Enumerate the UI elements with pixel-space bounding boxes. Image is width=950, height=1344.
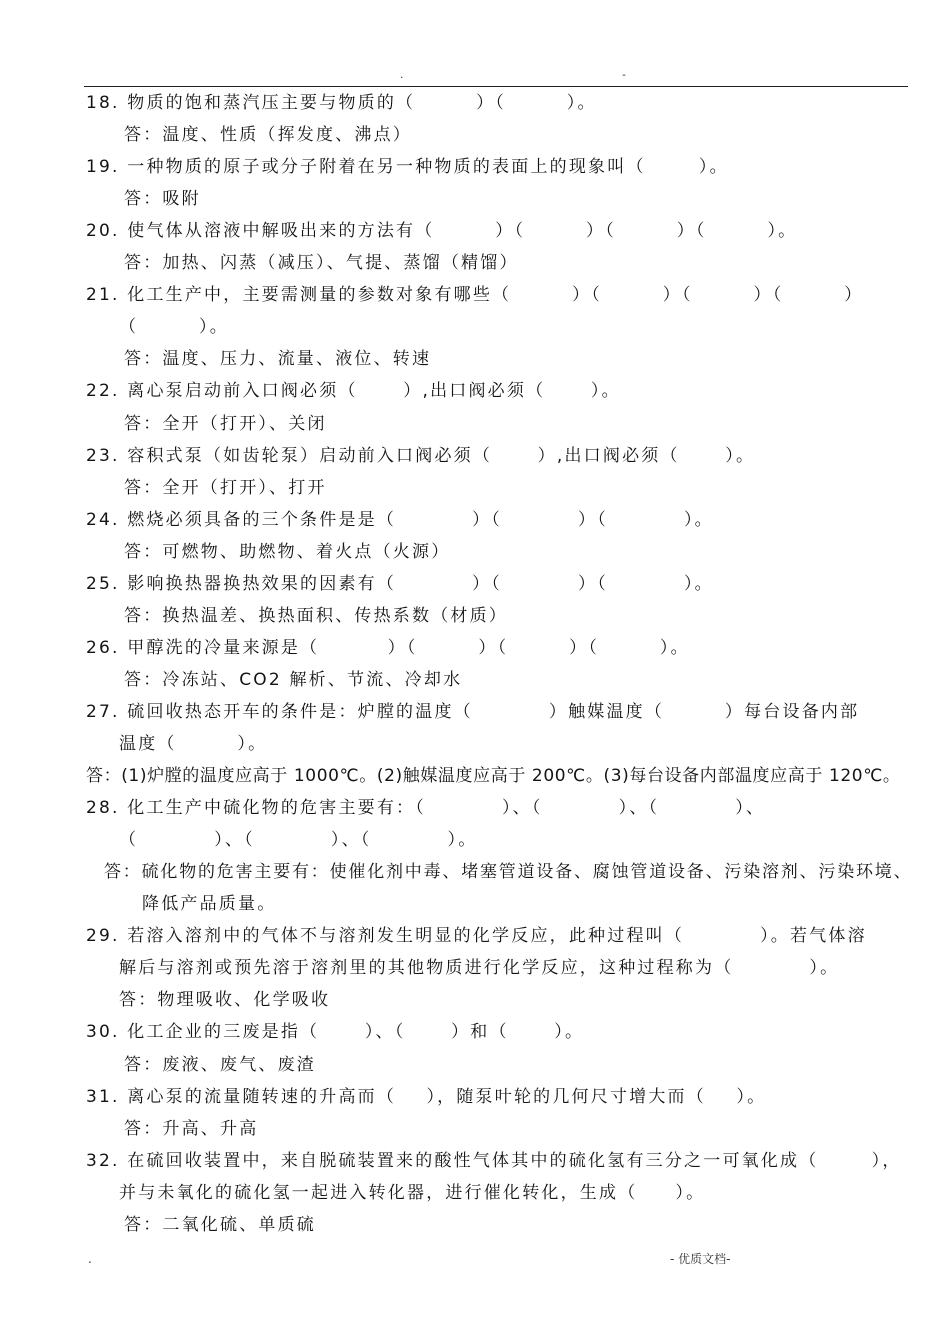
question-line: 21. 化工生产中，主要需测量的参数对象有哪些（ ）（ ）（ ）（ ） [86,285,864,306]
answer-line: 答：(1)炉膛的温度应高于 1000℃。(2)触媒温度应高于 200℃。(3)每台设备内部温度应高于 120℃。 [86,766,901,787]
header-marks [0,68,950,82]
answer-line: 答：温度、性质（挥发度、沸点） [124,125,412,146]
question-line: 29. 若溶入溶剂中的气体不与溶剂发生明显的化学反应，此种过程叫（ ）。若气体溶 [86,926,867,947]
answer-line: 答：全开（打开）、关闭 [124,413,327,434]
question-line: 20. 使气体从溶液中解吸出来的方法有（ ）（ ）（ ）（ ）。 [86,221,798,242]
answer-line: 答：二氧化硫、单质硫 [124,1214,316,1235]
question-line: 24. 燃烧必须具备的三个条件是是（ ）（ ）（ ）。 [86,509,714,530]
footer-label: - 优质文档- [670,1252,731,1266]
question-line: 27. 硫回收热态开车的条件是：炉膛的温度（ ）触媒温度（ ）每台设备内部 [86,701,860,722]
answer-line: 答：温度、压力、流量、液位、转速 [124,349,432,370]
question-line: 温度（ ）。 [119,734,268,754]
header-rule [84,86,908,87]
question-line: 32. 在硫回收装置中，来自脱硫装置来的酸性气体其中的硫化氢有三分之一可氧化成（ ）， [86,1150,902,1171]
answer-line: 答：换热温差、换热面积、传热系数（材质） [124,605,508,626]
footer-left-mark: . [88,1252,92,1266]
answer-line: 降低产品质量。 [142,894,277,915]
answer-line: 答：升高、升高 [124,1118,259,1139]
question-line: 并与未氧化的硫化氢一起进入转化器，进行催化转化，生成（ ）。 [119,1182,706,1203]
header-mark-right: - [622,68,626,81]
question-line: （ ）。 [119,317,229,338]
question-line: 23. 容积式泵（如齿轮泵）启动前入口阀必须（ ）,出口阀必须（ ）。 [86,445,756,466]
answer-line: 答：物理吸收、化学吸收 [119,990,331,1011]
question-line: 30. 化工企业的三废是指（ ）、（ ）和（ ）。 [86,1022,585,1043]
question-line: 25. 影响换热器换热效果的因素有（ ）（ ）（ ）。 [86,573,714,594]
question-line: 31. 离心泵的流量随转速的升高而（ ），随泵叶轮的几何尺寸增大而（ ）。 [86,1086,767,1107]
question-line: （ ）、（ ）、（ ）。 [119,830,478,851]
question-line: 22. 离心泵启动前入口阀必须（ ）,出口阀必须（ ）。 [86,381,621,402]
answer-line: 答：硫化物的危害主要有：使催化剂中毒、堵塞管道设备、腐蚀管道设备、污染溶剂、污染环境、 [104,862,913,883]
answer-line: 答：全开（打开）、打开 [124,477,327,498]
question-line: 解后与溶剂或预先溶于溶剂里的其他物质进行化学反应，这种过程称为（ ）。 [119,958,840,979]
question-line: 26. 甲醇洗的冷量来源是（ ）（ ）（ ）（ ）。 [86,637,690,658]
answer-line: 答：冷冻站、CO2 解析、节流、冷却水 [124,669,463,690]
answer-line: 答：加热、闪蒸（减压）、气提、蒸馏（精馏） [124,253,519,274]
answer-line: 答：废液、废气、废渣 [124,1054,316,1075]
question-line: 19. 一种物质的原子或分子附着在另一种物质的表面上的现象叫（ ）。 [86,157,729,178]
question-line: 28. 化工生产中硫化物的危害主要有：（ ）、（ ）、（ ）、 [86,798,766,819]
header-mark-left: . [400,68,404,81]
answer-line: 答：可燃物、助燃物、着火点（火源） [124,541,451,562]
question-line: 18. 物质的饱和蒸汽压主要与物质的（ ）（ ）。 [86,93,597,113]
answer-line: 答：吸附 [124,189,201,210]
